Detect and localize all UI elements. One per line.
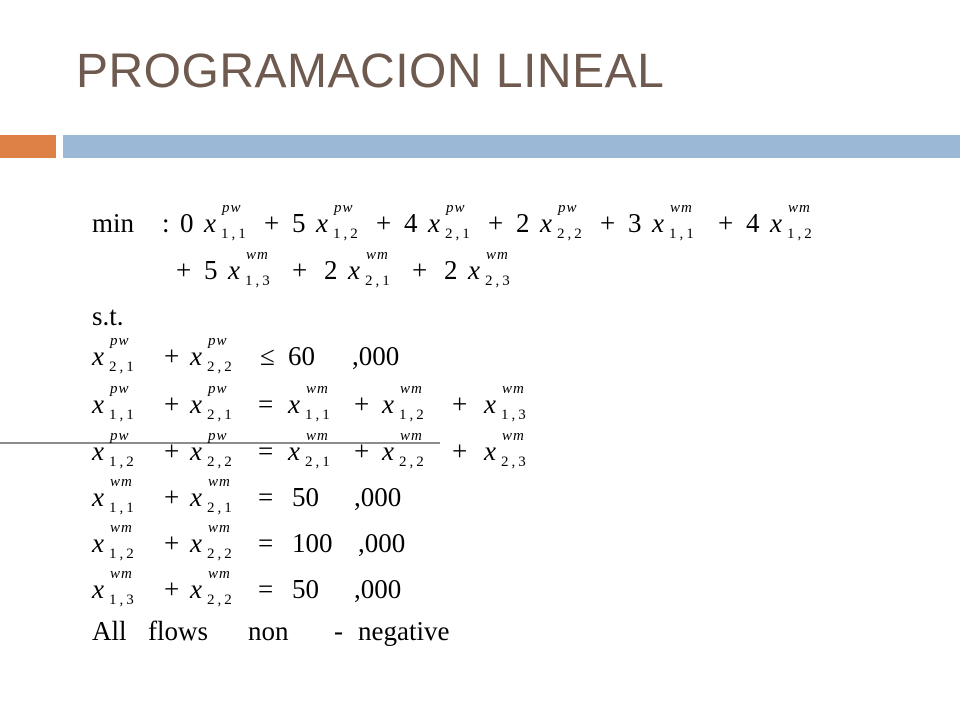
- variable: x: [92, 389, 104, 419]
- variable: x: [190, 389, 202, 419]
- math-token: +: [412, 255, 428, 285]
- math-token: 50: [292, 574, 319, 604]
- math-token: 5: [204, 255, 218, 285]
- variable-subscript: 2,2: [207, 592, 235, 608]
- math-token: negative: [358, 616, 450, 646]
- math-token: +: [354, 436, 370, 466]
- math-token: -: [334, 616, 343, 646]
- math-token: 5: [292, 208, 306, 238]
- variable-superscript: wm: [400, 381, 423, 397]
- variable-subscript: 2,2: [557, 226, 585, 242]
- math-token: All: [92, 616, 127, 646]
- variable-superscript: wm: [208, 474, 231, 490]
- math-token: 0: [180, 208, 194, 238]
- math-token: 50: [292, 482, 319, 512]
- variable: x: [484, 436, 496, 466]
- variable-subscript: 1,1: [305, 407, 333, 423]
- variable-superscript: wm: [400, 428, 423, 444]
- math-token: 4: [746, 208, 760, 238]
- math-token: 2: [324, 255, 338, 285]
- math-token: 2: [444, 255, 458, 285]
- variable-superscript: wm: [110, 474, 133, 490]
- variable-subscript: 2,1: [109, 359, 137, 375]
- variable-superscript: wm: [208, 520, 231, 536]
- variable-subscript: 2,1: [207, 500, 235, 516]
- math-token: s.t.: [92, 301, 124, 331]
- variable: x: [190, 528, 202, 558]
- variable: x: [92, 482, 104, 512]
- math-token: ,000: [354, 574, 402, 604]
- variable-superscript: pw: [208, 428, 228, 444]
- variable: x: [316, 208, 328, 238]
- variable: x: [540, 208, 552, 238]
- variable: x: [770, 208, 782, 238]
- math-token: +: [354, 389, 370, 419]
- variable-subscript: 2,3: [501, 454, 529, 470]
- variable-subscript: 1,1: [221, 226, 249, 242]
- math-token: 60: [288, 341, 315, 371]
- math-token: +: [176, 255, 192, 285]
- variable-subscript: 1,2: [333, 226, 361, 242]
- variable-superscript: wm: [502, 381, 525, 397]
- variable: x: [92, 341, 104, 371]
- math-token: +: [264, 208, 280, 238]
- slide-title: PROGRAMACION LINEAL: [76, 45, 665, 98]
- math-token: min: [92, 208, 135, 238]
- variable-superscript: pw: [110, 428, 130, 444]
- variable: x: [428, 208, 440, 238]
- variable: x: [652, 208, 664, 238]
- math-token: =: [258, 436, 274, 466]
- math-token: +: [292, 255, 308, 285]
- math-token: +: [376, 208, 392, 238]
- variable-subscript: 2,2: [399, 454, 427, 470]
- variable-superscript: wm: [670, 200, 693, 216]
- variable-superscript: wm: [110, 520, 133, 536]
- math-token: +: [600, 208, 616, 238]
- math-token: ≤: [260, 341, 275, 371]
- math-token: =: [258, 528, 274, 558]
- variable: x: [348, 255, 360, 285]
- variable-subscript: 1,2: [109, 546, 137, 562]
- variable-superscript: wm: [306, 381, 329, 397]
- variable-superscript: pw: [446, 200, 466, 216]
- variable-superscript: pw: [110, 381, 130, 397]
- variable-superscript: pw: [110, 333, 130, 349]
- variable: x: [92, 528, 104, 558]
- math-token: ,000: [358, 528, 406, 558]
- variable-subscript: 1,1: [109, 500, 137, 516]
- variable: x: [92, 436, 104, 466]
- variable-superscript: wm: [110, 566, 133, 582]
- math-token: flows: [148, 616, 208, 646]
- math-token: +: [452, 389, 468, 419]
- variable-subscript: 1,2: [399, 407, 427, 423]
- variable-superscript: pw: [208, 333, 228, 349]
- math-token: ,000: [352, 341, 400, 371]
- math-token: +: [164, 389, 180, 419]
- variable-superscript: pw: [222, 200, 242, 216]
- variable-superscript: wm: [306, 428, 329, 444]
- math-token: ,000: [354, 482, 402, 512]
- variable: x: [382, 436, 394, 466]
- variable: x: [228, 255, 240, 285]
- variable-superscript: wm: [486, 247, 509, 263]
- math-token: =: [258, 389, 274, 419]
- variable: x: [204, 208, 216, 238]
- variable: x: [288, 389, 300, 419]
- variable-subscript: 2,2: [207, 454, 235, 470]
- math-token: +: [718, 208, 734, 238]
- variable-subscript: 1,1: [669, 226, 697, 242]
- variable-superscript: pw: [334, 200, 354, 216]
- math-token: +: [164, 574, 180, 604]
- variable-superscript: pw: [558, 200, 578, 216]
- variable-subscript: 2,2: [207, 359, 235, 375]
- math-token: +: [164, 436, 180, 466]
- variable-subscript: 1,2: [109, 454, 137, 470]
- variable-superscript: wm: [788, 200, 811, 216]
- math-token: =: [258, 574, 274, 604]
- variable: x: [190, 341, 202, 371]
- variable-subscript: 1,3: [501, 407, 529, 423]
- variable-subscript: 1,3: [109, 592, 137, 608]
- variable: x: [190, 482, 202, 512]
- math-token: 100: [292, 528, 333, 558]
- variable-subscript: 1,3: [245, 273, 273, 289]
- math-token: non: [248, 616, 289, 646]
- variable-subscript: 2,1: [207, 407, 235, 423]
- variable-subscript: 2,2: [207, 546, 235, 562]
- variable-superscript: wm: [502, 428, 525, 444]
- variable-superscript: wm: [246, 247, 269, 263]
- math-token: +: [164, 341, 180, 371]
- math-token: +: [488, 208, 504, 238]
- math-token: 4: [404, 208, 418, 238]
- math-token: 3: [628, 208, 642, 238]
- variable-superscript: pw: [208, 381, 228, 397]
- math-token: :: [162, 208, 170, 238]
- variable: x: [92, 574, 104, 604]
- variable: x: [468, 255, 480, 285]
- variable: x: [382, 389, 394, 419]
- math-token: +: [452, 436, 468, 466]
- variable-subscript: 2,3: [485, 273, 513, 289]
- variable-subscript: 2,1: [445, 226, 473, 242]
- variable-subscript: 1,2: [787, 226, 815, 242]
- variable: x: [190, 436, 202, 466]
- math-token: +: [164, 528, 180, 558]
- variable: x: [288, 436, 300, 466]
- variable-subscript: 2,1: [365, 273, 393, 289]
- math-token: +: [164, 482, 180, 512]
- variable-superscript: wm: [366, 247, 389, 263]
- variable-subscript: 2,1: [305, 454, 333, 470]
- math-token: 2: [516, 208, 530, 238]
- math-token: =: [258, 482, 274, 512]
- variable-subscript: 1,1: [109, 407, 137, 423]
- variable-superscript: wm: [208, 566, 231, 582]
- variable: x: [484, 389, 496, 419]
- variable: x: [190, 574, 202, 604]
